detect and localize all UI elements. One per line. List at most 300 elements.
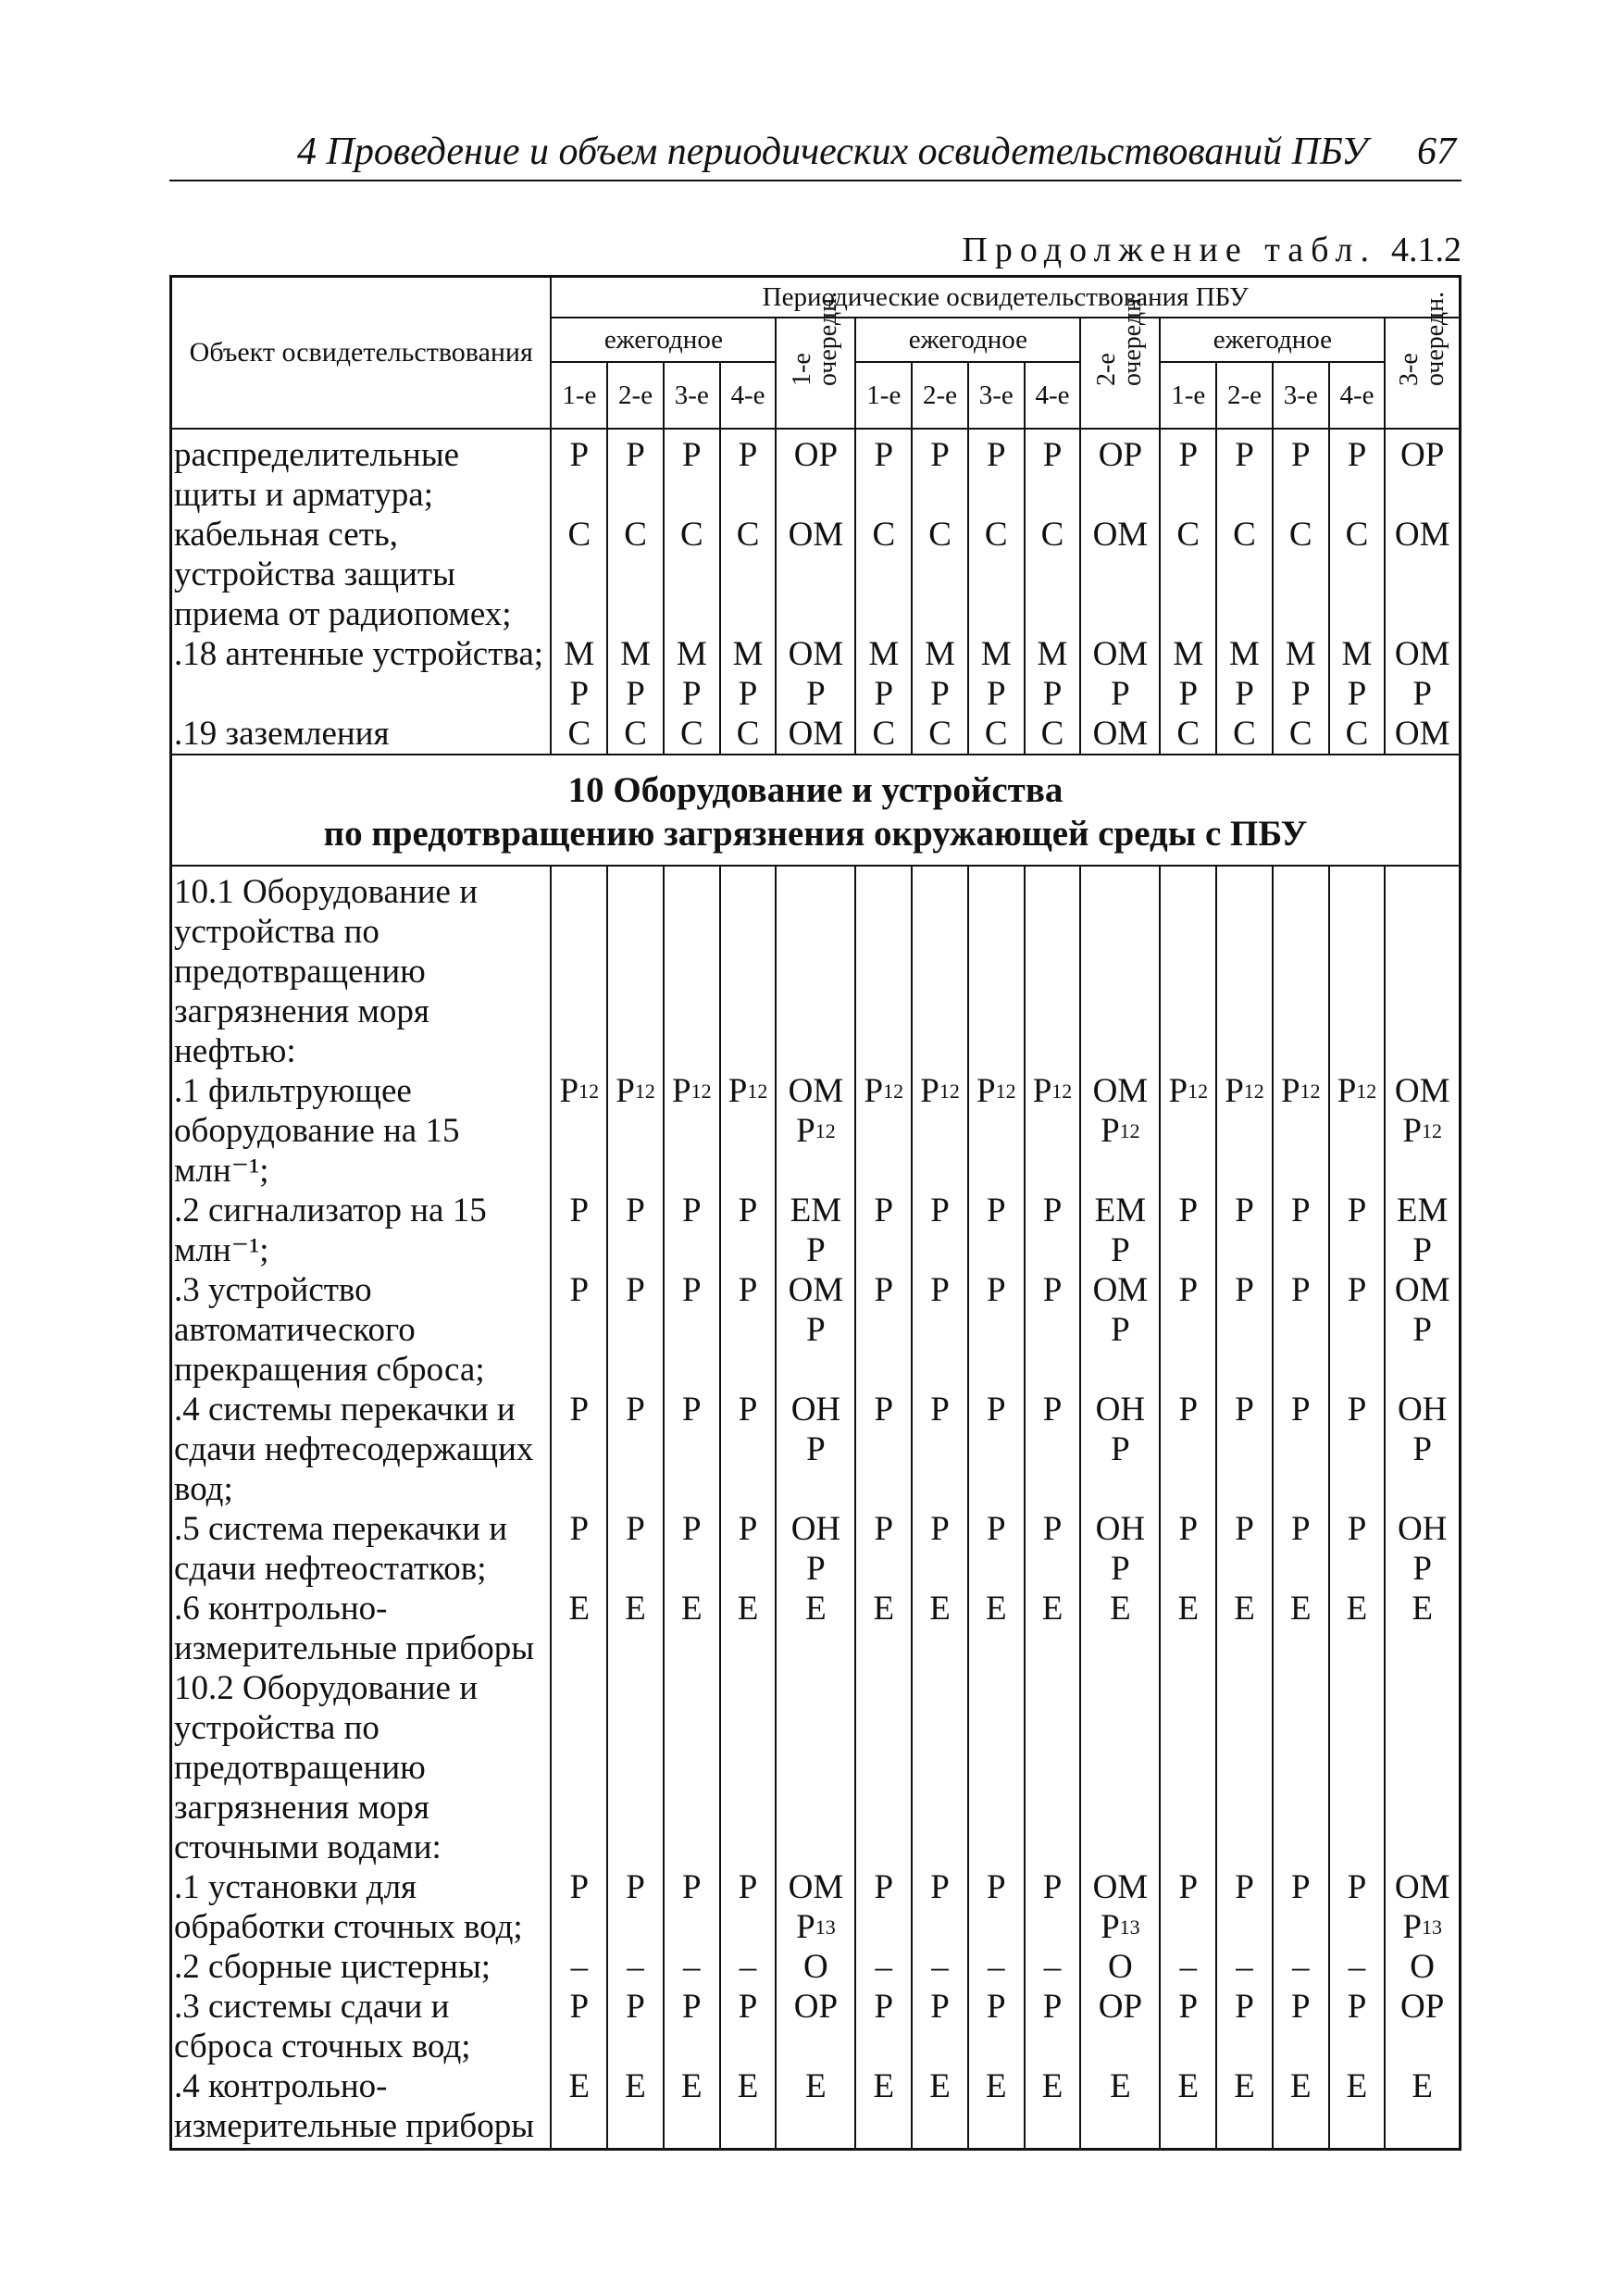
- value-cell: [720, 429, 777, 515]
- value-text: –: [875, 1948, 893, 1986]
- object-cell: .19 заземления: [171, 714, 552, 755]
- value-text: Р: [986, 1988, 1006, 2026]
- value-cell: [1273, 1668, 1329, 1867]
- value-cell: [776, 714, 855, 755]
- value-cell: [912, 1270, 968, 1390]
- table-row: [171, 1071, 1461, 1191]
- table-row: [171, 866, 1461, 1071]
- value-text: $Р^{12}$: [864, 1072, 904, 1110]
- value-cell: [912, 1589, 968, 1668]
- value-text: $Р^{12}$: [1032, 1072, 1073, 1110]
- value-text: Р: [738, 675, 758, 713]
- value-text: С: [567, 715, 591, 753]
- value-cell: [1385, 1191, 1460, 1270]
- value-cell: [1160, 1390, 1216, 1509]
- value-text: Р: [1111, 675, 1130, 713]
- value-text: ОМ: [788, 1271, 844, 1309]
- value-text: С: [1040, 516, 1064, 554]
- value-text: –: [931, 1948, 949, 1986]
- value-cell: [607, 1947, 664, 1987]
- value-text: Р: [626, 1868, 645, 1906]
- value-cell: [664, 429, 720, 515]
- value-text: $Р^{12}$: [920, 1072, 960, 1110]
- value-text: Р: [874, 1192, 894, 1229]
- value-text: Е: [929, 1590, 951, 1628]
- value-cell: [551, 866, 607, 1071]
- value-text: Е: [1346, 1590, 1368, 1628]
- value-cell: [664, 515, 720, 634]
- table-header: [171, 277, 1461, 430]
- table-row: [171, 714, 1461, 755]
- value-cell: [664, 1589, 720, 1668]
- value-text: ОМ: [1092, 1868, 1149, 1906]
- value-cell: [720, 634, 777, 714]
- value-text: С: [567, 516, 591, 554]
- queue-header: [1080, 291, 1160, 429]
- value-cell: [1025, 1987, 1081, 2066]
- value-text: Р: [626, 1988, 645, 2026]
- value-text: С: [1345, 715, 1369, 753]
- value-text: $Р^{12}$: [616, 1072, 655, 1110]
- value-text: ОР: [1098, 1988, 1143, 2026]
- value-text: Р: [930, 1192, 950, 1229]
- value-cell: [720, 1589, 777, 1668]
- value-text: М: [1037, 635, 1068, 673]
- value-text: ОМ: [1394, 1868, 1450, 1906]
- object-cell: 10.1 Оборудование и устройства по предотвращению загрязнения моря нефтью:: [171, 866, 552, 1071]
- value-text: Е: [929, 2067, 951, 2105]
- value-text: Е: [1041, 1590, 1063, 1628]
- value-cell: [1329, 1191, 1386, 1270]
- value-text: Р: [738, 1868, 758, 1906]
- value-cell: [607, 714, 664, 755]
- object-cell: кабельная сеть, устройства защиты приема от радиопомех;: [171, 515, 552, 634]
- value-text: Е: [805, 2067, 827, 2105]
- value-cell: [776, 1071, 855, 1191]
- value-text: Р: [874, 1988, 894, 2026]
- object-cell: .6 контрольно-измерительные приборы: [171, 1589, 552, 1668]
- value-text: Р: [569, 1391, 590, 1429]
- value-text: Р: [930, 1988, 950, 2026]
- value-cell: [776, 1191, 855, 1270]
- value-cell: [720, 515, 777, 634]
- value-cell: [1273, 634, 1329, 714]
- value-cell: [1216, 866, 1273, 1071]
- value-cell: [1216, 1668, 1273, 1867]
- value-text: Р: [986, 1391, 1006, 1429]
- value-cell: [607, 1867, 664, 1947]
- value-text: –: [1043, 1948, 1062, 1986]
- value-text: Р: [682, 1868, 702, 1906]
- value-cell: [551, 429, 607, 515]
- value-text: ОМ: [788, 1072, 844, 1110]
- value-cell: [855, 1270, 912, 1390]
- value-cell: [776, 1987, 855, 2066]
- value-cell: [776, 429, 855, 515]
- value-text: М: [1285, 635, 1316, 673]
- value-text: С: [872, 715, 896, 753]
- value-cell: [551, 1390, 607, 1509]
- annual-col-header: 1-е: [551, 362, 607, 429]
- value-text: Р: [569, 1868, 590, 1906]
- value-text: –: [1291, 1948, 1310, 1986]
- value-cell: [664, 1191, 720, 1270]
- value-text: ОН: [790, 1391, 841, 1429]
- value-text: Р: [1347, 1192, 1367, 1229]
- table-row: [171, 1947, 1461, 1987]
- value-cell: [1025, 634, 1081, 714]
- value-text: $Р^{12}$: [976, 1072, 1016, 1110]
- object-cell: .1 фильтрующее оборудование на 15 млн⁻¹;: [171, 1071, 552, 1191]
- annual-col-header: 4-е: [1025, 362, 1081, 429]
- value-cell: [1025, 1191, 1081, 1270]
- value-text: Р: [1178, 675, 1199, 713]
- value-text: $Р^{12}$: [1337, 1072, 1377, 1110]
- value-cell: [1273, 1589, 1329, 1668]
- value-cell: [855, 1509, 912, 1589]
- value-text: Р: [1347, 675, 1367, 713]
- value-cell: [776, 2066, 855, 2150]
- value-cell: [776, 515, 855, 634]
- value-cell: [912, 1071, 968, 1191]
- value-cell: [1329, 2066, 1386, 2150]
- value-cell: [720, 1668, 777, 1867]
- object-cell: .4 системы перекачки и сдачи нефтесодержащих вод;: [171, 1390, 552, 1509]
- value-cell: [855, 1668, 912, 1867]
- value-cell: [720, 1867, 777, 1947]
- value-cell: [968, 1589, 1025, 1668]
- value-cell: [551, 1867, 607, 1947]
- value-cell: [607, 1191, 664, 1270]
- annual-group-header: ежегодное: [1160, 318, 1385, 362]
- value-cell: [1216, 515, 1273, 634]
- object-cell: .2 сигнализатор на 15 млн⁻¹;: [171, 1191, 552, 1270]
- value-cell: [607, 1270, 664, 1390]
- value-text: Р: [1042, 1192, 1063, 1229]
- value-cell: [664, 2066, 720, 2150]
- value-text: $Р^{12}$: [1225, 1072, 1264, 1110]
- object-cell: .3 системы сдачи и сброса сточных вод;: [171, 1987, 552, 2066]
- value-text: Р: [1111, 1550, 1130, 1588]
- value-cell: [855, 1947, 912, 1987]
- value-text: О: [803, 1948, 828, 1986]
- section-title-line: по предотвращению загрязнения окружающей среды с ПБУ: [323, 814, 1308, 854]
- value-text: Е: [873, 1590, 895, 1628]
- value-cell: [855, 2066, 912, 2150]
- value-text: Р: [626, 1192, 645, 1229]
- object-column-header: Объект освидетельствования: [171, 277, 552, 430]
- value-cell: [607, 1987, 664, 2066]
- value-text: С: [1176, 715, 1200, 753]
- value-text: ОМ: [1092, 516, 1149, 554]
- value-cell: [1216, 1071, 1273, 1191]
- value-text: ЕМ: [1396, 1192, 1449, 1229]
- value-cell: [1273, 515, 1329, 634]
- value-cell: [664, 1987, 720, 2066]
- value-text: ОН: [1095, 1391, 1146, 1429]
- value-text: $Р^{12}$: [728, 1072, 768, 1110]
- value-cell: [1160, 866, 1216, 1071]
- value-cell: [1273, 1947, 1329, 1987]
- value-text: ОМ: [1092, 1072, 1149, 1110]
- value-cell: [855, 714, 912, 755]
- value-cell: [1216, 1270, 1273, 1390]
- value-text: Р: [1290, 1192, 1311, 1229]
- table-row: [171, 634, 1461, 714]
- value-text: С: [624, 516, 647, 554]
- value-text: Р: [1178, 1391, 1199, 1429]
- value-cell: [607, 1509, 664, 1589]
- value-text: ОМ: [1394, 715, 1450, 753]
- annual-col-header: 4-е: [720, 362, 777, 429]
- value-text: М: [925, 635, 955, 673]
- value-text: Р: [1235, 1868, 1254, 1906]
- value-cell: [551, 1947, 607, 1987]
- annual-col-header: 2-е: [607, 362, 664, 429]
- value-text: Р: [806, 1311, 826, 1349]
- annual-col-header: 4-е: [1329, 362, 1386, 429]
- value-cell: [720, 866, 777, 1071]
- value-cell: [1080, 515, 1160, 634]
- value-text: Р: [874, 675, 894, 713]
- value-text: Е: [568, 2067, 591, 2105]
- table-caption: [962, 230, 1462, 270]
- value-cell: [855, 1867, 912, 1947]
- value-text: Р: [626, 1391, 645, 1429]
- table-row: [171, 1589, 1461, 1668]
- value-cell: [1160, 515, 1216, 634]
- value-text: Р: [986, 1868, 1006, 1906]
- value-cell: [968, 1867, 1025, 1947]
- value-cell: [1160, 1071, 1216, 1191]
- value-cell: [720, 1390, 777, 1509]
- value-cell: [1329, 1509, 1386, 1589]
- value-cell: [912, 429, 968, 515]
- value-text: Р: [738, 1988, 758, 2026]
- value-text: Р: [682, 436, 702, 474]
- value-cell: [1329, 634, 1386, 714]
- value-text: Е: [681, 1590, 703, 1628]
- value-cell: [1273, 1191, 1329, 1270]
- value-cell: [1080, 1589, 1160, 1668]
- value-cell: [664, 1867, 720, 1947]
- value-cell: [1025, 1509, 1081, 1589]
- value-text: Р: [1042, 1391, 1063, 1429]
- value-text: Р: [930, 1271, 950, 1309]
- value-text: Р: [1290, 1868, 1311, 1906]
- value-cell: [1160, 1987, 1216, 2066]
- value-text: Р: [874, 436, 894, 474]
- value-cell: [912, 515, 968, 634]
- table-row: [171, 2066, 1461, 2150]
- caption-number: 4.1.2: [1391, 231, 1462, 269]
- value-cell: [1160, 1867, 1216, 1947]
- value-text: Р: [1111, 1231, 1130, 1269]
- value-cell: [1160, 1509, 1216, 1589]
- value-text: –: [1236, 1948, 1253, 1986]
- table-body: [171, 429, 1461, 2150]
- value-cell: [1160, 2066, 1216, 2150]
- value-cell: [1273, 2066, 1329, 2150]
- page-number: 67: [1417, 131, 1456, 173]
- value-cell: [912, 634, 968, 714]
- value-cell: [1329, 1987, 1386, 2066]
- value-text: Р: [1235, 1271, 1254, 1309]
- value-text: С: [928, 715, 952, 753]
- table-row: [171, 429, 1461, 515]
- value-cell: [968, 866, 1025, 1071]
- value-cell: [912, 714, 968, 755]
- value-cell: [1216, 1390, 1273, 1509]
- value-text: Р: [1290, 1988, 1311, 2026]
- object-cell: .3 устройство автоматического прекращения сброса;: [171, 1270, 552, 1390]
- value-text: ОМ: [788, 635, 844, 673]
- value-text: М: [1341, 635, 1373, 673]
- value-cell: [551, 1589, 607, 1668]
- value-text: Р: [1412, 675, 1432, 713]
- value-text: С: [1288, 516, 1312, 554]
- value-text: М: [1229, 635, 1260, 673]
- value-cell: [607, 1390, 664, 1509]
- value-text: С: [984, 715, 1008, 753]
- value-cell: [776, 1589, 855, 1668]
- value-cell: [1160, 1270, 1216, 1390]
- value-text: Р: [1178, 1988, 1199, 2026]
- value-cell: [607, 1071, 664, 1191]
- value-text: Р: [874, 1391, 894, 1429]
- value-text: Р: [986, 436, 1006, 474]
- value-text: Р: [682, 1192, 702, 1229]
- value-cell: [1273, 1390, 1329, 1509]
- value-text: Е: [1234, 2067, 1255, 2105]
- value-text: М: [676, 635, 707, 673]
- table-row: [171, 1390, 1461, 1509]
- value-text: ОР: [1400, 1988, 1445, 2026]
- value-cell: [1385, 714, 1460, 755]
- value-text: Р: [806, 1231, 826, 1269]
- value-text: Е: [1412, 1590, 1433, 1628]
- value-text: Р: [806, 1430, 826, 1468]
- value-text: Е: [737, 1590, 759, 1628]
- value-cell: [1329, 1071, 1386, 1191]
- object-cell: .18 антенные устройства;: [171, 634, 552, 714]
- value-text: Р: [682, 1391, 702, 1429]
- object-cell: .1 установки для обработки сточных вод;: [171, 1867, 552, 1947]
- value-cell: [968, 714, 1025, 755]
- value-cell: [1216, 1947, 1273, 1987]
- value-cell: [1025, 1390, 1081, 1509]
- value-text: Р: [1290, 675, 1311, 713]
- value-text: $Р^{13}$: [1101, 1908, 1140, 1946]
- value-text: Р: [1235, 1192, 1254, 1229]
- value-text: Р: [1042, 1868, 1063, 1906]
- value-text: Р: [874, 1868, 894, 1906]
- value-cell: [551, 634, 607, 714]
- value-text: Е: [1177, 1590, 1200, 1628]
- value-text: Р: [569, 1510, 590, 1548]
- value-cell: [664, 634, 720, 714]
- queue-header-label: очередн.: [814, 291, 843, 386]
- value-cell: [776, 634, 855, 714]
- queue-header: [776, 291, 855, 429]
- value-cell: [968, 1947, 1025, 1987]
- queue-header-label: очередн.: [1118, 291, 1148, 386]
- value-text: Р: [626, 675, 645, 713]
- value-text: Р: [1290, 1271, 1311, 1309]
- value-cell: [1385, 634, 1460, 714]
- queue-header-label: очередн.: [1420, 291, 1449, 386]
- annual-col-header: 1-е: [855, 362, 912, 429]
- value-text: Р: [874, 1510, 894, 1548]
- value-cell: [720, 1947, 777, 1987]
- value-cell: [1273, 1867, 1329, 1947]
- value-cell: [912, 2066, 968, 2150]
- value-text: Р: [738, 1271, 758, 1309]
- value-cell: [968, 515, 1025, 634]
- value-cell: [551, 1071, 607, 1191]
- value-cell: [855, 634, 912, 714]
- value-cell: [1080, 1390, 1160, 1509]
- value-text: ОР: [793, 436, 839, 474]
- annual-col-header: 2-е: [912, 362, 968, 429]
- object-cell: .2 сборные цистерны;: [171, 1947, 552, 1987]
- value-cell: [1385, 1668, 1460, 1867]
- value-text: М: [868, 635, 900, 673]
- value-cell: [1273, 429, 1329, 515]
- value-cell: [607, 634, 664, 714]
- object-cell: .5 система перекачки и сдачи нефтеостатков;: [171, 1509, 552, 1589]
- value-text: Р: [682, 675, 702, 713]
- value-cell: [664, 714, 720, 755]
- value-text: Р: [1347, 1510, 1367, 1548]
- value-cell: [720, 1071, 777, 1191]
- value-text: Р: [874, 1271, 894, 1309]
- value-cell: [1080, 866, 1160, 1071]
- value-cell: [1273, 1509, 1329, 1589]
- value-cell: [1216, 1191, 1273, 1270]
- value-text: Р: [569, 436, 590, 474]
- value-text: Р: [1290, 436, 1311, 474]
- value-cell: [607, 1668, 664, 1867]
- value-cell: [855, 1589, 912, 1668]
- table-row: [171, 1191, 1461, 1270]
- value-text: С: [1176, 516, 1200, 554]
- object-cell: распределительные щиты и арматура;: [171, 429, 552, 515]
- value-cell: [1329, 1947, 1386, 1987]
- value-cell: [1216, 1987, 1273, 2066]
- value-text: ОМ: [1394, 635, 1450, 673]
- value-cell: [1385, 515, 1460, 634]
- value-cell: [1080, 634, 1160, 714]
- value-cell: [1025, 515, 1081, 634]
- value-text: Р: [1178, 1271, 1199, 1309]
- value-cell: [720, 714, 777, 755]
- value-text: М: [1173, 635, 1204, 673]
- value-text: Р: [1111, 1430, 1130, 1468]
- value-cell: [720, 1509, 777, 1589]
- value-text: ОН: [1397, 1510, 1448, 1548]
- value-text: $Р^{13}$: [1402, 1908, 1442, 1946]
- value-cell: [1160, 1191, 1216, 1270]
- value-text: Р: [1235, 436, 1254, 474]
- value-cell: [776, 1867, 855, 1947]
- value-cell: [968, 429, 1025, 515]
- value-text: Р: [626, 1271, 645, 1309]
- value-cell: [720, 2066, 777, 2150]
- value-cell: [1160, 429, 1216, 515]
- value-text: Р: [806, 675, 826, 713]
- value-text: Р: [569, 675, 590, 713]
